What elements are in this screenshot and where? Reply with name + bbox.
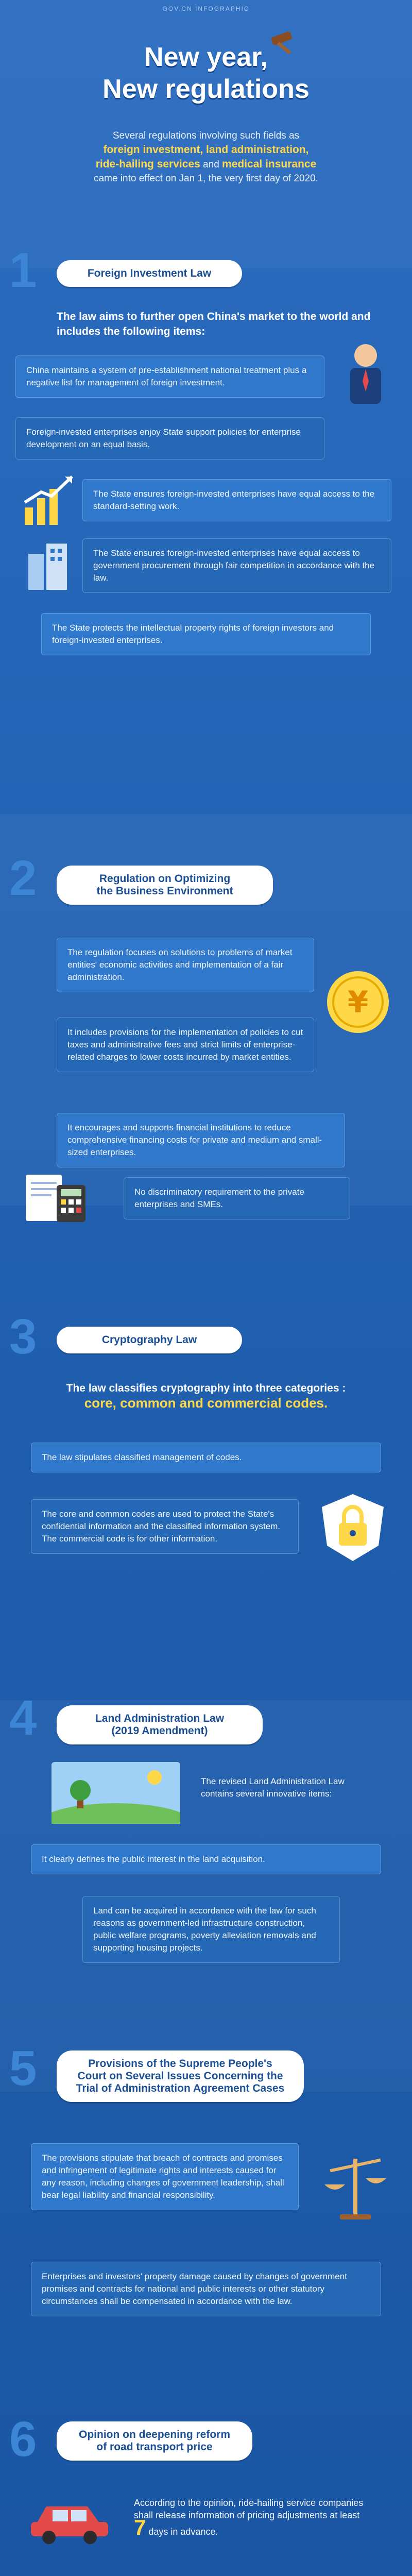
section-6-title-line: Opinion on deepening reform	[79, 2429, 230, 2441]
intro-highlight-3: medical insurance	[222, 158, 317, 170]
section-title-5	[57, 2050, 304, 2102]
section-6-text-after: days in advance.	[148, 2527, 218, 2537]
section-5-title-line: Provisions of the Supreme People's	[88, 2058, 272, 2070]
section-title-6	[57, 2421, 252, 2461]
section-1-item: The State protects the intellectual property rights of foreign investors and foreign-invested enterprises.	[41, 613, 371, 655]
section-1-lead: The law aims to further open China's market to the world and includes the following items:	[57, 311, 371, 337]
section-title-3: Cryptography Law	[57, 1327, 242, 1353]
section-5-title-line: Trial of Administration Agreement Cases	[76, 2082, 285, 2094]
section-3-lead-highlight: core, common and commercial codes.	[84, 1395, 328, 1411]
section-2-item: The regulation focuses on solutions to problems of market entities' economic activities and implementation of a fair administration.	[57, 938, 314, 992]
section-3-lead-text: The law classifies cryptography into three categories :	[66, 1382, 346, 1394]
section-4-title-line: (2019 Amendment)	[111, 1725, 208, 1737]
section-5-item: Enterprises and investors' property damage caused by changes of government promises and contracts for national and public interests or other statutory circumstances shall be compensated in accordance with the law.	[31, 2262, 381, 2316]
intro-text	[41, 129, 371, 185]
car-icon	[26, 2488, 113, 2545]
section-1-item: China maintains a system of pre-establishment national treatment plus a negative list for management of foreign investment.	[15, 355, 324, 398]
buildings-icon	[26, 538, 72, 590]
section-2-title-line: Regulation on Optimizing	[99, 873, 231, 885]
section-3-lead	[31, 1381, 381, 1411]
section-5-title-line: Court on Several Issues Concerning the	[77, 2070, 283, 2082]
calculator-documents-icon	[21, 1164, 93, 1226]
section-2-title-line: the Business Environment	[96, 885, 233, 897]
section-number-2: 2	[9, 851, 37, 906]
section-6-title-line: of road transport price	[96, 2441, 213, 2453]
section-2-item: It encourages and supports financial institutions to reduce comprehensive financing costs for private and medium and small-sized enterprises.	[57, 1113, 345, 1167]
section-4-item: Land can be acquired in accordance with the law for such reasons as government-led infrastructure construction, public welfare programs, poverty alleviation removals and supporting housing projects.	[82, 1896, 340, 1963]
section-5-item: The provisions stipulate that breach of contracts and promises and infringement of legitimate rights and interests caused for any reason, including changes of government leadership, shall bear legal liability and financial responsibility.	[31, 2143, 299, 2210]
growth-chart-icon	[21, 471, 77, 528]
section-title-4	[57, 1705, 263, 1744]
landscape-icon	[52, 1762, 180, 1824]
section-number-6: 6	[9, 2412, 37, 2467]
section-2-item: No discriminatory requirement to the private enterprises and SMEs.	[124, 1177, 350, 1219]
section-3-item: The law stipulates classified management of codes.	[31, 1443, 381, 1472]
section-3-item: The core and common codes are used to protect the State's confidential information and the classified information system. The commercial code is for other information.	[31, 1499, 299, 1554]
yuan-coin-icon	[319, 963, 397, 1041]
lock-icon	[314, 1489, 391, 1566]
intro-highlight-1: foreign investment, land administration,	[103, 144, 309, 156]
intro-before: Several regulations involving such fields as	[112, 130, 300, 141]
intro-after: came into effect on Jan 1, the very first day of 2020.	[94, 173, 318, 184]
top-credit: GOV.CN INFOGRAPHIC	[162, 5, 250, 12]
section-6-text	[124, 2488, 381, 2546]
section-title-2	[57, 866, 273, 905]
section-number-3: 3	[9, 1309, 37, 1364]
section-number-1: 1	[9, 243, 37, 298]
section-4-item: It clearly defines the public interest in the land acquisition.	[31, 1844, 381, 1874]
intro-highlight-2: ride-hailing services	[95, 158, 200, 170]
section-1-item: The State ensures foreign-invested enterprises have equal access to government procurement through fair competition in accordance with the law.	[82, 538, 391, 593]
section-4-intro: The revised Land Administration Law contains several innovative items:	[201, 1776, 345, 1799]
section-number-5: 5	[9, 2041, 37, 2096]
section-title-1: Foreign Investment Law	[57, 260, 242, 287]
section-1-item: The State ensures foreign-invested enterprises have equal access to the standard-setting work.	[82, 479, 391, 521]
section-number-4: 4	[9, 1690, 37, 1745]
section-6-text-before: According to the opinion, ride-hailing service companies shall release information of pricing adjustments at least	[134, 2498, 364, 2520]
businessman-icon	[335, 335, 397, 407]
page-title	[0, 41, 412, 105]
section-1-item: Foreign-invested enterprises enjoy State support policies for enterprise development on an equal basis.	[15, 417, 324, 460]
section-4-title-line: Land Administration Law	[95, 1713, 225, 1724]
intro-and: and	[200, 159, 222, 170]
section-2-item: It includes provisions for the implementation of policies to cut taxes and administrative fees and strict limits of enterprise-related charges to lower costs incurred by market entities.	[57, 1018, 314, 1072]
scales-of-justice-icon	[314, 2148, 397, 2231]
gavel-icon	[268, 31, 304, 57]
svg-text:¥: ¥	[347, 985, 369, 1020]
section-6-days: 7	[134, 2515, 146, 2539]
title-line-2: New regulations	[102, 74, 310, 104]
title-line-1: New year,	[144, 42, 268, 72]
